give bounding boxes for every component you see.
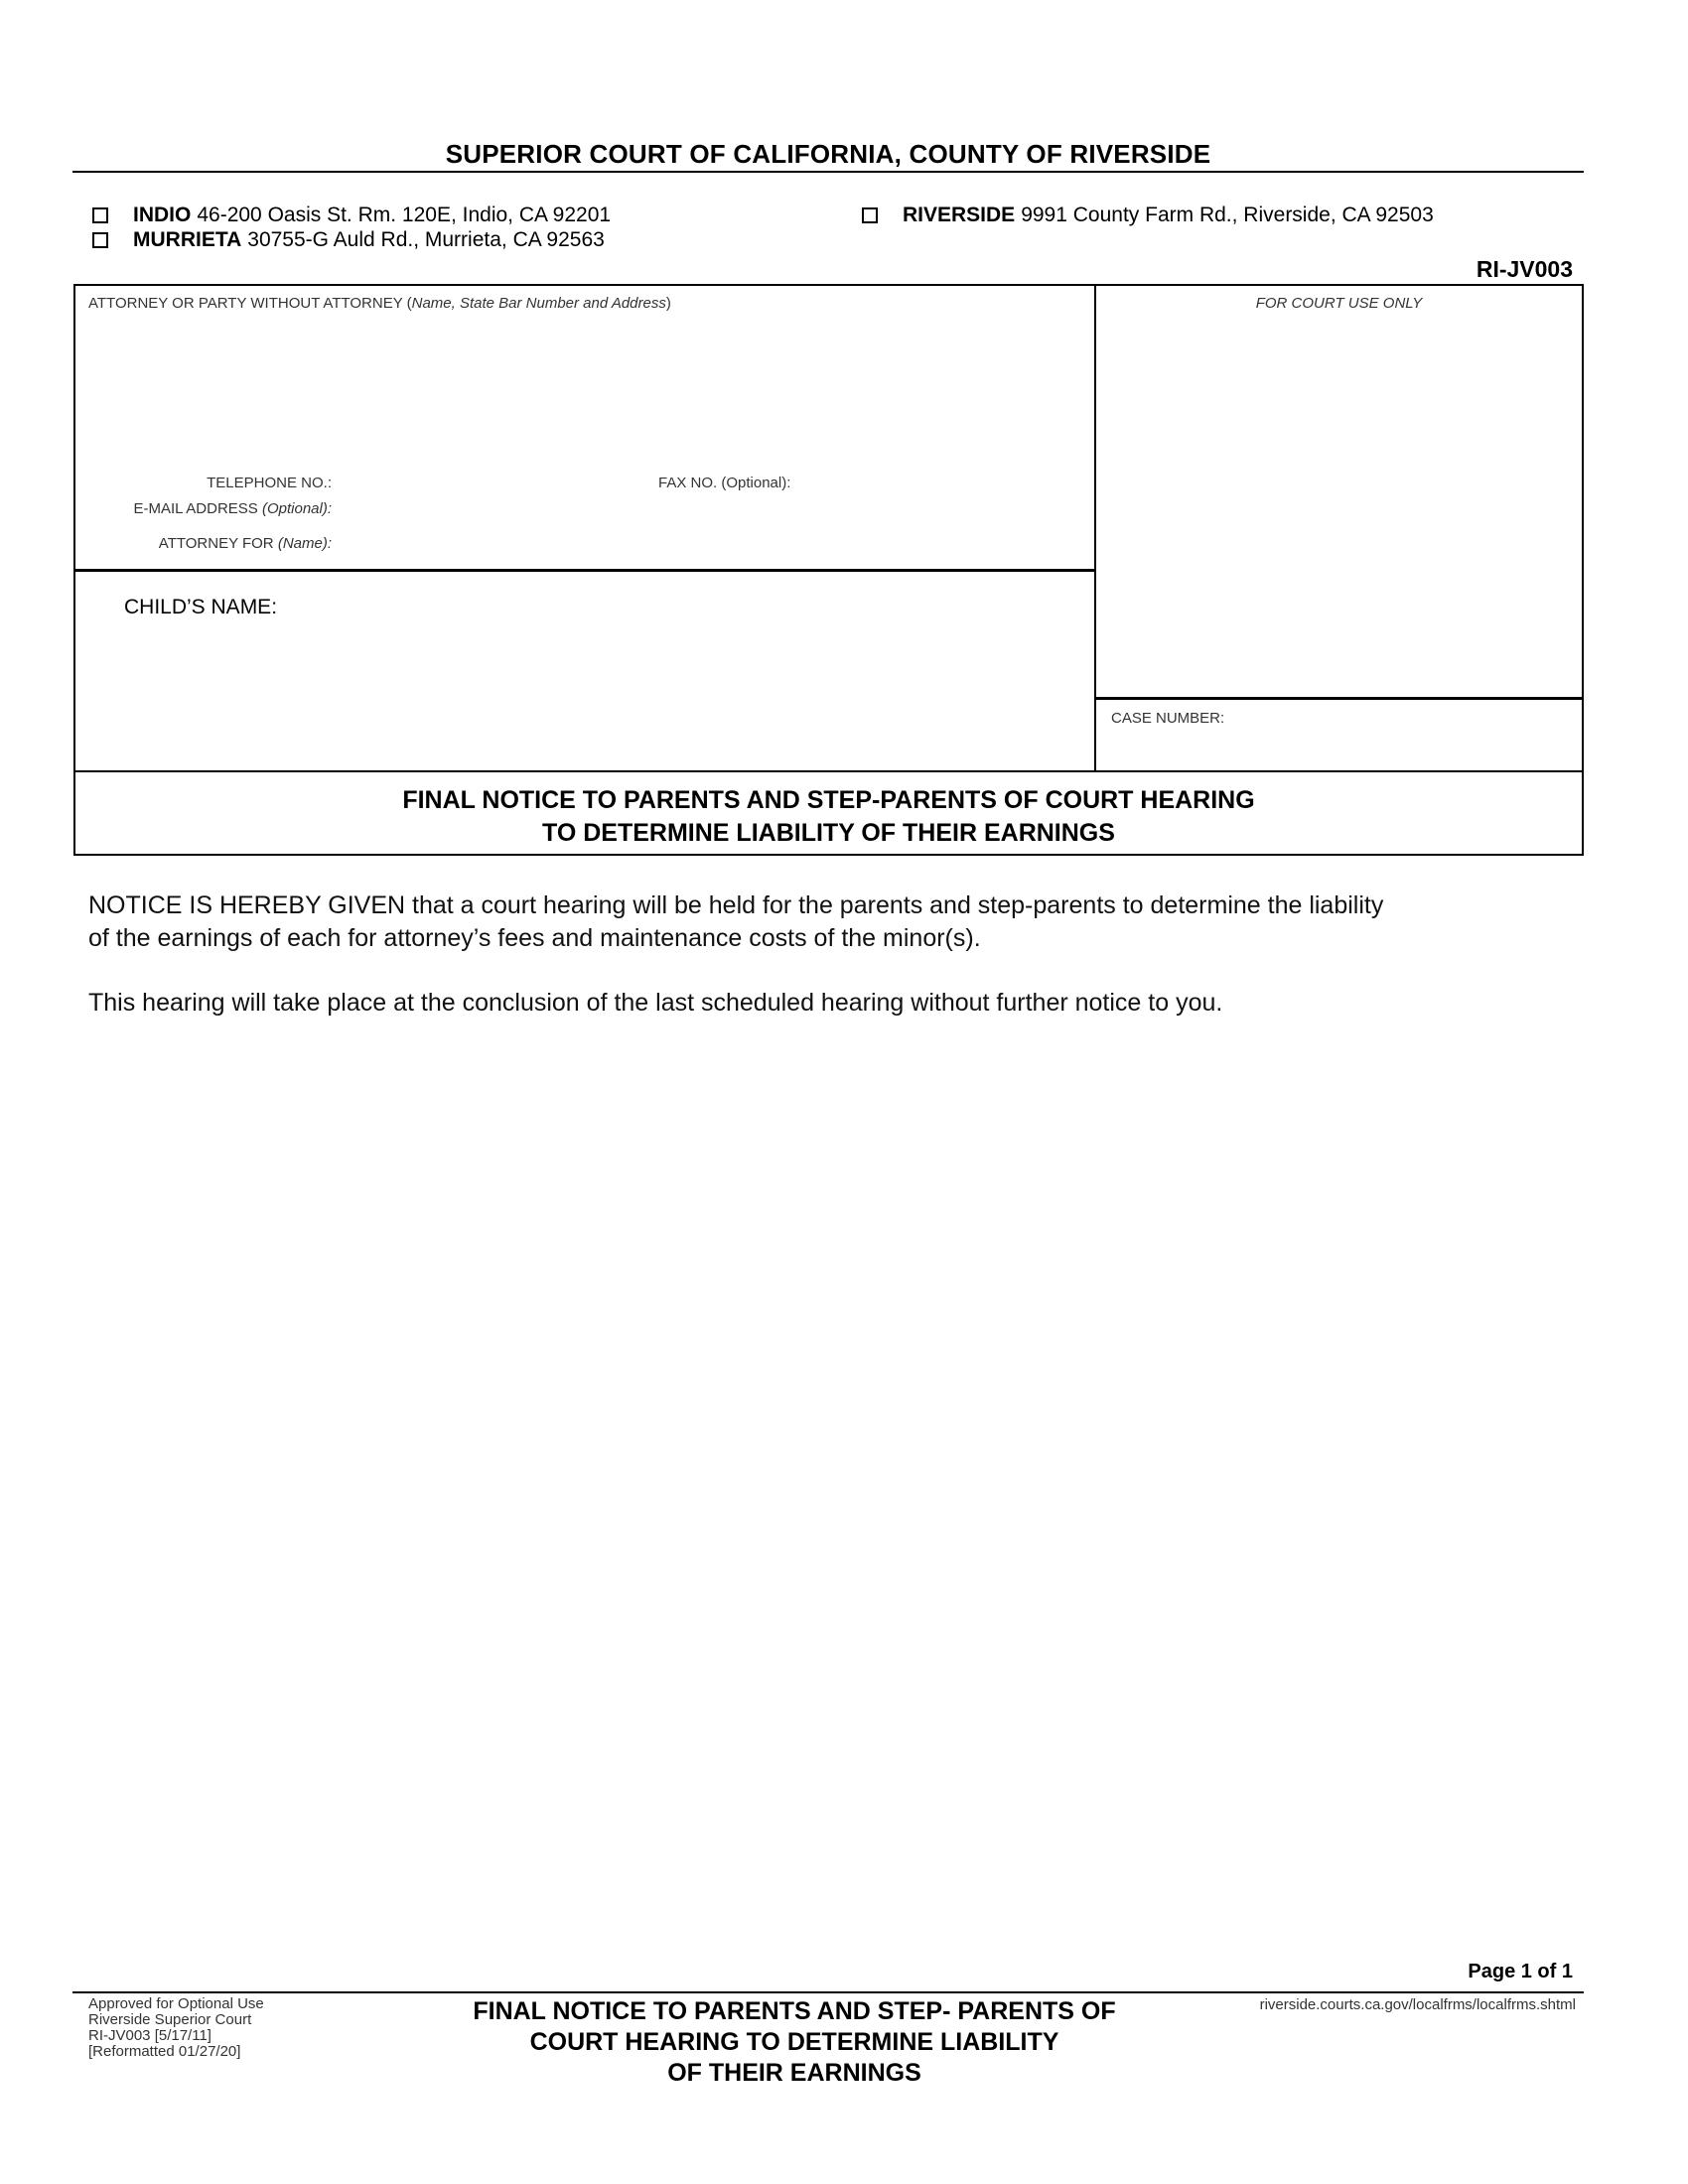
- email-input[interactable]: [338, 494, 1082, 518]
- title-section-rule: [73, 770, 1584, 772]
- page-number: Page 1 of 1: [1468, 1961, 1573, 1982]
- form-title: [73, 784, 1584, 850]
- fax-input[interactable]: [810, 469, 1088, 492]
- child-name-input[interactable]: [298, 591, 1082, 759]
- approval-block: Approved for Optional Use Riverside Superior Court RI-JV003 [5/17/11] [Reformatted 01/27/20]: [88, 1995, 264, 2060]
- hearing-paragraph: This hearing will take place at the conclusion of the last scheduled hearing without further notice to you.: [88, 989, 1223, 1017]
- court-use-label: FOR COURT USE ONLY: [1255, 295, 1423, 312]
- case-section-rule: [1094, 697, 1584, 700]
- location-address: 30755-G Auld Rd., Murrieta, CA 92563: [247, 228, 605, 251]
- location-address: 9991 County Farm Rd., Riverside, CA 92503: [1021, 204, 1434, 226]
- court-title: SUPERIOR COURT OF CALIFORNIA, COUNTY OF RIVERSIDE: [445, 139, 1211, 169]
- location-name: RIVERSIDE: [903, 204, 1016, 226]
- attorney-input[interactable]: [88, 318, 1081, 467]
- attorney-for-label: ATTORNEY FOR (Name):: [158, 535, 332, 552]
- murrieta-checkbox[interactable]: [92, 232, 108, 248]
- telephone-input[interactable]: [338, 469, 645, 492]
- case-number-label: CASE NUMBER:: [1111, 710, 1225, 727]
- form-title-line: TO DETERMINE LIABILITY OF THEIR EARNINGS: [542, 819, 1115, 847]
- riverside-checkbox[interactable]: [862, 207, 878, 223]
- case-number-input[interactable]: [1111, 733, 1578, 766]
- location-address: 46-200 Oasis St. Rm. 120E, Indio, CA 92201: [197, 204, 612, 226]
- attorney-for-input[interactable]: [338, 529, 1082, 553]
- telephone-label: TELEPHONE NO.:: [207, 475, 332, 491]
- location-name: INDIO: [133, 204, 192, 226]
- location-murrieta[interactable]: [92, 228, 605, 252]
- notice-paragraph: NOTICE IS HEREBY GIVEN that a court hearing will be held for the parents and step-parents to determine the liability of the earnings of each for attorney’s fees and maintenance costs of the minor(s).: [88, 891, 1384, 952]
- attorney-label: ATTORNEY OR PARTY WITHOUT ATTORNEY (Name, State Bar Number and Address): [88, 295, 671, 312]
- court-url[interactable]: riverside.courts.ca.gov/localfrms/localfrms.shtml: [1259, 1996, 1576, 2013]
- form-number: RI-JV003: [1476, 256, 1573, 282]
- child-name-label: CHILD’S NAME:: [124, 596, 278, 618]
- location-riverside[interactable]: [862, 204, 1434, 227]
- email-label: E-MAIL ADDRESS (Optional):: [133, 500, 332, 517]
- form-title-line: FINAL NOTICE TO PARENTS AND STEP-PARENTS OF COURT HEARING: [402, 786, 1255, 814]
- location-indio[interactable]: [92, 204, 611, 227]
- header-rule: [72, 171, 1584, 173]
- location-name: MURRIETA: [133, 228, 242, 251]
- fax-label: FAX NO. (Optional):: [658, 475, 791, 491]
- footer-title: FINAL NOTICE TO PARENTS AND STEP- PARENTS OF COURT HEARING TO DETERMINE LIABILITY OF THEIR EARNINGS: [473, 1997, 1116, 2087]
- indio-checkbox[interactable]: [92, 207, 108, 223]
- court-use-area: [1096, 316, 1582, 693]
- footer-rule: [72, 1991, 1584, 1993]
- child-section-rule: [73, 569, 1096, 572]
